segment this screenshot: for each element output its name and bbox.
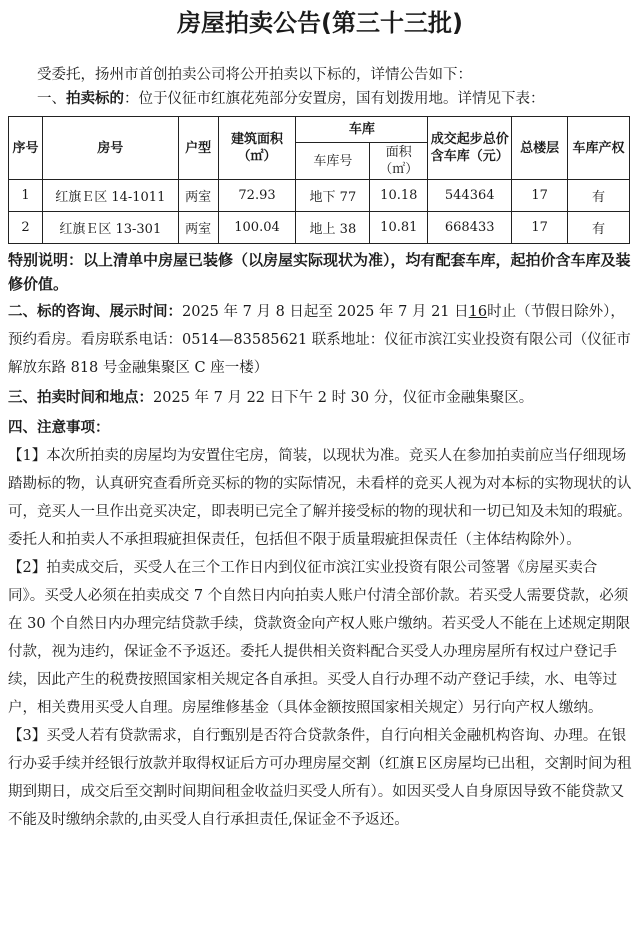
section-1-prefix: 一、: [37, 91, 66, 107]
row-1-garage-no: 地下 77: [296, 180, 370, 212]
header-garage-right: 车库产权: [568, 117, 630, 180]
section-1-label: 拍卖标的: [66, 91, 124, 107]
row-2-garage-no: 地上 38: [296, 212, 370, 244]
section-1-text: ：位于仪征市红旗花苑部分安置房，国有划拨用地。详情见下表：: [124, 91, 545, 107]
row-2-type: 两室: [178, 212, 218, 244]
auction-items-table: [8, 116, 630, 244]
row-1-house-no: 红旗Ｅ区 14-1011: [42, 180, 178, 212]
row-2-floors: 17: [512, 212, 568, 244]
section-3-text: 2025 年 7 月 22 日下午 2 时 30 分，仪征市金融集聚区。: [153, 390, 534, 406]
header-type: 户型: [178, 117, 218, 180]
row-2-garage-area: 10.81: [370, 212, 428, 244]
row-2-start-price: 668433: [428, 212, 512, 244]
section-2-heading: 二、标的咨询、展示时间：: [8, 304, 182, 320]
header-floors: 总楼层: [512, 117, 568, 180]
section-2: [8, 298, 632, 382]
row-1-index: 1: [9, 180, 43, 212]
header-garage-no: 车库号: [296, 143, 370, 180]
header-start-price: 成交起步总价含车库（元）: [428, 117, 512, 180]
table-row: [9, 212, 630, 244]
special-note: 特别说明：以上清单中房屋已装修（以房屋实际现状为准），均有配套车库，起拍价含车库及装修价值。: [8, 251, 631, 293]
section-2-underlined-hour: 16: [468, 304, 488, 320]
row-2-index: 2: [9, 212, 43, 244]
section-3: [8, 384, 632, 412]
table-header-row: [9, 117, 630, 143]
row-1-type: 两室: [178, 180, 218, 212]
row-1-garage-area: 10.18: [370, 180, 428, 212]
row-1-area: 72.93: [218, 180, 296, 212]
table-row: [9, 180, 630, 212]
notice-item: 【3】买受人若有贷款需求，自行甄别是否符合贷款条件，自行向相关金融机构咨询、办理。在银行办妥手续并经银行放款并取得权证后方可办理房屋交割（红旗Ｅ区房屋均已出租，交割时间为租期到期日，成交后至交割时间期间租金收益归买受人所有）。如因买受人自身原因导致不能贷款又不能及时缴纳余款的,由买受人自行承担责任,保证金不予返还。: [8, 728, 632, 828]
section-1: [8, 88, 632, 110]
row-2-house-no: 红旗Ｅ区 13-301: [42, 212, 178, 244]
notice-item: 【2】拍卖成交后，买受人在三个工作日内到仪征市滨江实业投资有限公司签署《房屋买卖合同》。买受人必须在拍卖成交 7 个自然日内向拍卖人账户付清全部价款。若买受人需要贷款，必须在 30 个自然日内办理完结贷款手续，贷款资金向产权人账户缴纳。若买受人不能在上述规定期限付款，视为违约，保证金不予返还。委托人提供相关资料配合买受人办理房屋所有权过户登记手续，因此产生的税费按照国家相关规定各自承担。买受人自行办理不动产登记手续，水、电等过户，相关费用买受人自理。房屋维修基金（具体金额按照国家相关规定）另行向产权人缴纳。: [8, 560, 631, 716]
header-area: 建筑面积（㎡）: [218, 117, 296, 180]
row-2-garage-right: 有: [568, 212, 630, 244]
intro-paragraph: 受委托，扬州市首创拍卖公司将公开拍卖以下标的，详情公告如下：: [37, 67, 472, 83]
header-house-no: 房号: [42, 117, 178, 180]
notice-item: 【1】本次所拍卖的房屋均为安置住宅房，简装，以现状为准。竞买人在参加拍卖前应当仔细现场踏勘标的物，认真研究查看所竞买标的物的实际情况，未看样的竞买人视为对本标的实物现状的认可，竞买人一旦作出竞买决定，即表明已完全了解并接受标的物的现状和一切已知及未知的瑕疵。委托人和拍卖人不承担瑕疵担保责任，包括但不限于质量瑕疵担保责任（主体结构除外）。: [8, 448, 632, 548]
section-4-heading: 四、注意事项：: [8, 420, 110, 436]
section-3-heading: 三、拍卖时间和地点：: [8, 390, 153, 406]
section-2-text-after: 时止（节假日除外），预约看房。看房联系电话：0514—83585621 联系地址：仪征市滨江实业投资有限公司（仪征市解放东路 818 号金融集聚区 C 座一楼）: [8, 304, 631, 376]
row-1-garage-right: 有: [568, 180, 630, 212]
header-garage-area: 面积（㎡）: [370, 143, 428, 180]
page-title: 房屋拍卖公告(第三十三批): [177, 9, 463, 37]
section-2-text-before: 2025 年 7 月 8 日起至 2025 年 7 月 21 日: [182, 304, 469, 320]
row-2-area: 100.04: [218, 212, 296, 244]
header-garage: 车库: [296, 117, 428, 143]
header-index: 序号: [9, 117, 43, 180]
row-1-start-price: 544364: [428, 180, 512, 212]
row-1-floors: 17: [512, 180, 568, 212]
